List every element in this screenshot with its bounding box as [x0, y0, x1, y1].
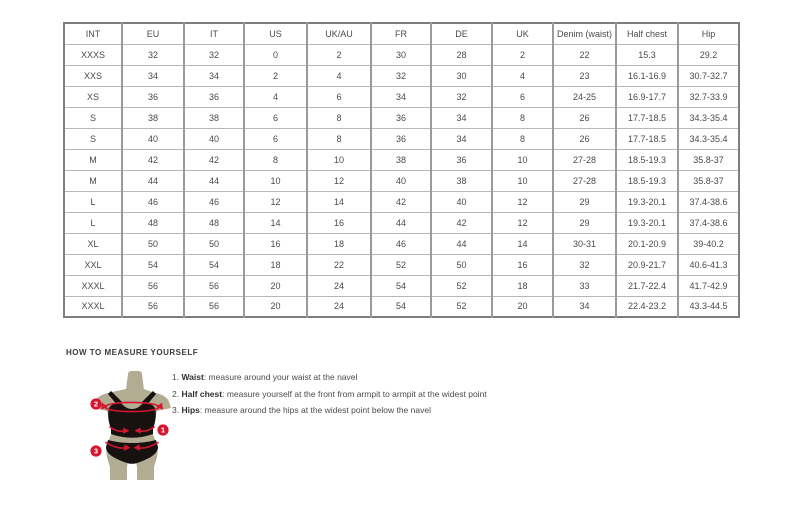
table-cell: 0: [244, 44, 307, 65]
table-cell: 16: [244, 233, 307, 254]
table-cell: 35.8-37: [678, 170, 739, 191]
table-cell: 10: [307, 149, 371, 170]
table-cell: 46: [122, 191, 184, 212]
table-cell: 29.2: [678, 44, 739, 65]
table-cell: 10: [244, 170, 307, 191]
table-cell: 16.9-17.7: [616, 86, 678, 107]
table-cell: 12: [307, 170, 371, 191]
table-cell: 30.7-32.7: [678, 65, 739, 86]
table-cell: 36: [371, 107, 431, 128]
table-cell: XXXS: [64, 44, 122, 65]
col-header-de: DE: [431, 23, 492, 44]
table-cell: 32: [553, 254, 616, 275]
col-header-hip: Hip: [678, 23, 739, 44]
badge-2-label: 2: [93, 399, 99, 409]
table-cell: 22: [307, 254, 371, 275]
table-cell: 28: [431, 44, 492, 65]
table-cell: 32.7-33.9: [678, 86, 739, 107]
col-header-fr: FR: [371, 23, 431, 44]
table-cell: 36: [122, 86, 184, 107]
col-header-uk-au: UK/AU: [307, 23, 371, 44]
table-row: [64, 233, 739, 254]
table-row: [64, 191, 739, 212]
size-chart-table: [63, 22, 740, 318]
table-cell: 42: [371, 191, 431, 212]
table-cell: M: [64, 170, 122, 191]
col-header-denim: Denim (waist): [553, 23, 616, 44]
table-row: [64, 254, 739, 275]
table-cell: 50: [122, 233, 184, 254]
table-cell: 21.7-22.4: [616, 275, 678, 296]
table-cell: 38: [371, 149, 431, 170]
table-row: [64, 128, 739, 149]
table-cell: 14: [307, 191, 371, 212]
table-cell: 8: [244, 149, 307, 170]
table-cell: 26: [553, 128, 616, 149]
table-cell: 36: [184, 86, 244, 107]
table-cell: 48: [184, 212, 244, 233]
table-cell: 35.8-37: [678, 149, 739, 170]
table-cell: XXL: [64, 254, 122, 275]
measure-step-half-chest: 2. Half chest: measure yourself at the front from armpit to armpit at the widest point: [172, 388, 487, 399]
table-cell: 34.3-35.4: [678, 107, 739, 128]
measure-step-hips: 3. Hips: measure around the hips at the widest point below the navel: [172, 405, 431, 415]
table-row: [64, 296, 739, 317]
table-cell: 42: [122, 149, 184, 170]
table-cell: 44: [184, 170, 244, 191]
table-cell: 34: [553, 296, 616, 317]
table-row: [64, 65, 739, 86]
table-cell: 16: [492, 254, 553, 275]
table-cell: 8: [307, 107, 371, 128]
table-cell: 20: [492, 296, 553, 317]
table-cell: 8: [492, 107, 553, 128]
table-header-row: [64, 23, 739, 44]
table-cell: 12: [492, 191, 553, 212]
table-cell: 12: [492, 212, 553, 233]
table-cell: 40: [184, 128, 244, 149]
table-cell: M: [64, 149, 122, 170]
table-cell: 19.3-20.1: [616, 191, 678, 212]
table-cell: 19.3-20.1: [616, 212, 678, 233]
measure-section-title: HOW TO MEASURE YOURSELF: [66, 348, 199, 357]
table-cell: 6: [307, 86, 371, 107]
table-cell: 18: [492, 275, 553, 296]
table-cell: 41.7-42.9: [678, 275, 739, 296]
table-cell: 30: [431, 65, 492, 86]
table-cell: 6: [244, 128, 307, 149]
table-cell: 12: [244, 191, 307, 212]
table-cell: 44: [371, 212, 431, 233]
table-cell: 14: [244, 212, 307, 233]
col-header-it: IT: [184, 23, 244, 44]
table-cell: L: [64, 191, 122, 212]
table-cell: 4: [307, 65, 371, 86]
table-cell: 10: [492, 170, 553, 191]
table-cell: 24-25: [553, 86, 616, 107]
table-cell: 27-28: [553, 149, 616, 170]
table-cell: 50: [184, 233, 244, 254]
table-cell: XXXL: [64, 275, 122, 296]
table-cell: 52: [431, 296, 492, 317]
table-cell: 16: [307, 212, 371, 233]
table-cell: 23: [553, 65, 616, 86]
col-header-uk: UK: [492, 23, 553, 44]
badge-3-label: 3: [93, 446, 99, 456]
table-cell: 10: [492, 149, 553, 170]
table-cell: 34: [122, 65, 184, 86]
table-cell: 44: [431, 233, 492, 254]
table-cell: 22: [553, 44, 616, 65]
table-cell: 46: [371, 233, 431, 254]
table-cell: 43.3-44.5: [678, 296, 739, 317]
table-cell: XL: [64, 233, 122, 254]
table-cell: 52: [371, 254, 431, 275]
table-cell: 34: [184, 65, 244, 86]
table-cell: 52: [431, 275, 492, 296]
mannequin-illustration: [76, 371, 188, 484]
table-cell: 16.1-16.9: [616, 65, 678, 86]
table-cell: XS: [64, 86, 122, 107]
table-cell: 56: [122, 296, 184, 317]
table-cell: 54: [184, 254, 244, 275]
table-cell: 56: [122, 275, 184, 296]
table-row: [64, 212, 739, 233]
table-row: [64, 107, 739, 128]
table-cell: 30: [371, 44, 431, 65]
table-cell: 26: [553, 107, 616, 128]
table-cell: 32: [431, 86, 492, 107]
table-cell: 36: [371, 128, 431, 149]
table-cell: 32: [184, 44, 244, 65]
badge-1-label: 1: [160, 425, 166, 435]
table-cell: 14: [492, 233, 553, 254]
table-cell: 29: [553, 191, 616, 212]
table-row: [64, 149, 739, 170]
table-cell: 20.1-20.9: [616, 233, 678, 254]
table-cell: 22.4-23.2: [616, 296, 678, 317]
table-row: [64, 170, 739, 191]
table-cell: 42: [184, 149, 244, 170]
table-cell: 32: [122, 44, 184, 65]
table-cell: 37.4-38.6: [678, 191, 739, 212]
measure-step-waist: 1. Waist: measure around your waist at the navel: [172, 372, 358, 382]
table-cell: 6: [492, 86, 553, 107]
size-chart-section: [63, 22, 740, 318]
table-cell: 2: [492, 44, 553, 65]
table-cell: 27-28: [553, 170, 616, 191]
table-cell: 34: [431, 128, 492, 149]
table-cell: 20.9-21.7: [616, 254, 678, 275]
col-header-half-chest: Half chest: [616, 23, 678, 44]
table-cell: 37.4-38.6: [678, 212, 739, 233]
table-cell: 48: [122, 212, 184, 233]
table-cell: S: [64, 128, 122, 149]
table-cell: 40: [371, 170, 431, 191]
table-cell: 2: [244, 65, 307, 86]
table-cell: 20: [244, 275, 307, 296]
measurement-figure: [76, 371, 188, 484]
table-cell: 18: [244, 254, 307, 275]
table-cell: XXS: [64, 65, 122, 86]
col-header-int: INT: [85, 28, 101, 39]
table-cell: 32: [371, 65, 431, 86]
table-cell: 17.7-18.5: [616, 128, 678, 149]
table-cell: 56: [184, 275, 244, 296]
table-cell: 40: [431, 191, 492, 212]
table-cell: 40.6-41.3: [678, 254, 739, 275]
table-cell: 38: [122, 107, 184, 128]
table-cell: 20: [244, 296, 307, 317]
measure-steps-list: [172, 372, 487, 422]
table-cell: 38: [431, 170, 492, 191]
table-cell: 8: [492, 128, 553, 149]
table-cell: 56: [184, 296, 244, 317]
table-cell: 33: [553, 275, 616, 296]
table-cell: 40: [122, 128, 184, 149]
table-cell: 2: [307, 44, 371, 65]
table-cell: XXXL: [64, 296, 122, 317]
table-cell: 4: [492, 65, 553, 86]
table-cell: 29: [553, 212, 616, 233]
table-cell: 15.3: [616, 44, 678, 65]
table-cell: L: [64, 212, 122, 233]
table-cell: 30-31: [553, 233, 616, 254]
table-cell: 4: [244, 86, 307, 107]
table-cell: 18.5-19.3: [616, 170, 678, 191]
table-cell: 46: [184, 191, 244, 212]
table-cell: 54: [122, 254, 184, 275]
table-cell: 6: [244, 107, 307, 128]
table-row: [64, 44, 739, 65]
table-cell: 24: [307, 296, 371, 317]
table-cell: 36: [431, 149, 492, 170]
table-cell: 24: [307, 275, 371, 296]
table-cell: 18: [307, 233, 371, 254]
table-cell: 18.5-19.3: [616, 149, 678, 170]
col-header-eu: EU: [122, 23, 184, 44]
table-cell: 38: [184, 107, 244, 128]
table-cell: 44: [122, 170, 184, 191]
table-cell: 54: [371, 275, 431, 296]
table-cell: 34: [431, 107, 492, 128]
col-header-us: US: [244, 23, 307, 44]
table-cell: 34: [371, 86, 431, 107]
table-cell: 8: [307, 128, 371, 149]
table-cell: 50: [431, 254, 492, 275]
table-cell: 17.7-18.5: [616, 107, 678, 128]
table-cell: 42: [431, 212, 492, 233]
table-cell: S: [64, 107, 122, 128]
table-cell: 39-40.2: [678, 233, 739, 254]
table-cell: 54: [371, 296, 431, 317]
table-cell: 34.3-35.4: [678, 128, 739, 149]
table-row: [64, 275, 739, 296]
table-row: [64, 86, 739, 107]
